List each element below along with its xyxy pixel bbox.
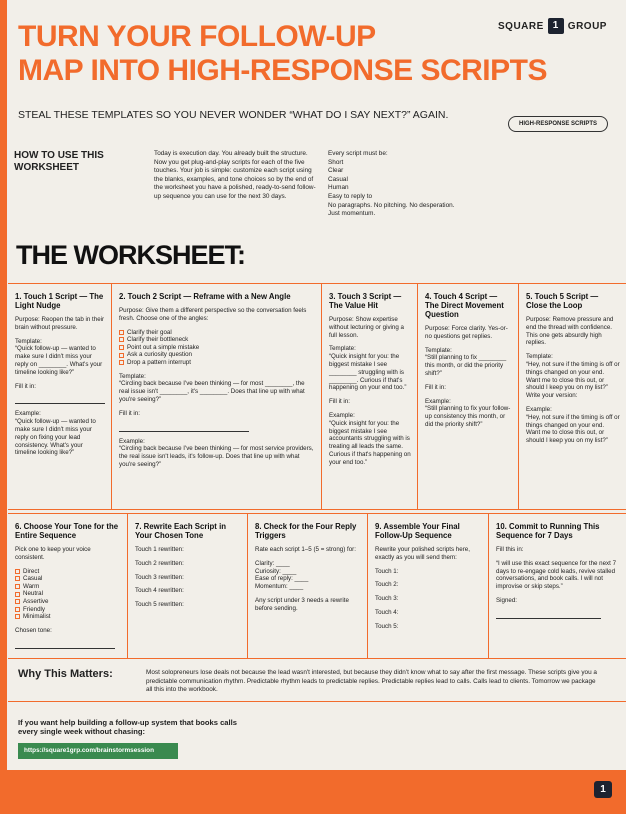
touch-1-fill-line[interactable] [15,396,105,404]
checkbox-icon [119,345,124,350]
touch-2-purpose: Purpose: Give them a different perspective so the conversation feels fresh. Choose one of the angles: [119,307,307,322]
trigger-item: Ease of reply: ____ [255,575,309,583]
touch-4-fill-label: Fill it in: [425,383,446,391]
rule-line: Short [328,158,344,166]
touch-4-title: 4. Touch 4 Script — The Direct Movement Question [425,292,504,319]
touch-3-example: Example: “Quick insight for you: the biggest mistake I see accountants struggling with is treating all leads the same. Curious if that's happening on your end too.” [329,411,411,466]
angle-option[interactable]: Clarify their goal [119,329,315,337]
how-to-title: HOW TO USE THIS WORKSHEET [14,150,104,173]
assemble-intro: Rewrite your polished scripts here, exactly as you will send them: [375,546,470,561]
touch-1-card [8,284,112,509]
tone-chosen-label: Chosen tone: [15,626,52,634]
touch-1-fill-label: Fill it in: [15,382,36,390]
commit-pledge: “I will use this exact sequence for the next 7 days to re-engage cold leads, revive stalled conversations, and book calls. I will not improvise or skip steps.” [496,559,617,591]
touch-5-example: Example: “Hey, not sure if the timing is off or things changed on your end. Want me to close this out, or should I keep you on my list?” [526,405,620,445]
accent-left-bar [0,0,7,770]
angle-option[interactable]: Ask a curiosity question [119,351,315,359]
touch-1-title: 1. Touch 1 Script — The Light Nudge [15,292,104,310]
angle-option[interactable]: Clarify their bottleneck [119,336,315,344]
tone-title: 6. Choose Your Tone for the Entire Sequence [15,522,119,540]
touch-4-purpose: Purpose: Force clarity. Yes-or-no questions get replies. [425,325,508,340]
rule-line: Every script must be: [328,150,388,157]
tone-option[interactable]: Minimalist [15,613,121,621]
checkbox-icon [119,337,124,342]
brand-box: 1 [548,18,564,34]
title-line-1: TURN YOUR FOLLOW-UP [18,20,376,53]
checkbox-icon [119,360,124,365]
worksheet-row-2 [8,513,626,659]
rule-line: Clear [328,167,344,175]
tone-fill-line[interactable] [15,641,115,649]
assemble-card [368,514,489,658]
page-subtitle: STEAL THESE TEMPLATES SO YOU NEVER WONDER “WHAT DO I SAY NEXT?” AGAIN. [18,109,449,121]
assemble-title: 9. Assemble Your Final Follow-Up Sequence [375,522,460,540]
touch-5-template: Template: “Hey, not sure if the timing is off or things changed on your end. Want me to close this out, or should I keep you on my list?” Write your version: [526,353,620,400]
touch-1-example: Example: “Quick follow-up — wanted to make sure I didn't miss your reply on fixing your lead consistency. What's your timeline looking like?” [15,410,96,457]
touch-2-card [112,284,322,509]
brand-name-part1: SQUARE [498,20,544,32]
touch-2-angles [119,329,315,367]
rewrite-item: Touch 1 rewritten: [135,546,184,553]
footer-brand-badge: 1 [594,781,612,798]
tone-option[interactable]: Neutral [15,590,121,598]
rule-line: Casual [328,175,348,183]
touch-5-card [519,284,626,509]
commit-title: 10. Commit to Running This Sequence for 7 Days [496,522,600,540]
commit-signed-label: Signed: [496,596,517,604]
script-rules [328,150,498,219]
tone-option[interactable]: Friendly [15,606,121,614]
touch-3-template: Template: “Quick insight for you: the biggest mistake I see ________ struggling with is ________. Curious if that's happening on your end too.” [329,345,407,392]
tone-intro: Pick one to keep your voice consistent. [15,546,91,561]
tone-card [8,514,128,658]
trigger-item: Curiosity: ____ [255,567,297,575]
checkbox-icon [15,569,20,574]
trigger-item: Clarity: ____ [255,559,290,567]
angle-option[interactable]: Point out a simple mistake [119,344,315,352]
checkbox-icon [15,592,20,597]
triggers-card [248,514,368,658]
touch-4-template: Template: “Still planning to fix ________ this month, or did the priority shift?” [425,346,507,377]
rule-line: Just momentum. [328,210,376,218]
triggers-title: 8. Check for the Four Reply Triggers [255,522,357,540]
assemble-item: Touch 5: [375,622,399,630]
tone-option[interactable]: Casual [15,575,121,583]
angle-option[interactable]: Drop a pattern interrupt [119,359,315,367]
tone-option[interactable]: Assertive [15,598,121,606]
signature-line[interactable] [496,611,601,619]
touch-3-purpose: Purpose: Show expertise without lecturing or giving a full lesson. [329,316,404,339]
footer-bar [0,770,626,814]
touch-5-title: 5. Touch 5 Script — Close the Loop [526,292,599,310]
touch-5-purpose: Purpose: Remove pressure and end the thread with confidence. This one gets absurdly high replies. [526,316,614,347]
commit-card [489,514,626,658]
checkbox-icon [119,330,124,335]
touch-4-card [418,284,519,509]
touch-2-title: 2. Touch 2 Script — Reframe with a New Angle [119,292,291,301]
assemble-item: Touch 4: [375,608,399,616]
rewrite-item: Touch 5 rewritten: [135,601,184,609]
why-body: Most solopreneurs lose deals not because the lead wasn't interested, but because they didn't know what to say after the first message. These scripts give you a predictable communication rhythm. Predictable rhythm leads to predictable replies. Predictable replies lead to calls. Calls lead to clients. Tomorrow we package all this into the workbook. [146,669,597,694]
how-to-body: Today is execution day. You already built the structure. Now you get plug-and-play scripts for each of the five touches. Your job is simple: customize each script using the blanks, examples, and tone choices so by the end of the worksheet you have a polished, ready-to-send follow-up sequence you can use for the next 30 days. [154,150,316,200]
touch-2-example: Example: “Circling back because I've been thinking — for most service providers, the real issue isn't leads, it's follow-up. Does that line up with what you're seeing?” [119,437,314,468]
touch-1-template: Template: “Quick follow-up — wanted to make sure I didn't miss your reply on ________. What's your timeline looking like?” [15,337,103,376]
checkbox-icon [15,599,20,604]
tone-option[interactable]: Warm [15,583,121,591]
touch-2-fill-label: Fill it in: [119,409,140,417]
worksheet-title: THE WORKSHEET: [16,240,245,270]
assemble-item: Touch 2: [375,581,399,589]
rewrite-card [128,514,248,658]
worksheet-row-1 [8,283,626,510]
title-line-2: MAP INTO HIGH-RESPONSE SCRIPTS [18,54,547,87]
checkbox-icon [15,607,20,612]
rewrite-item: Touch 4 rewritten: [135,587,184,595]
rewrite-title: 7. Rewrite Each Script in Your Chosen Tone [135,522,226,540]
trigger-item: Momentum: ____ [255,583,304,591]
rule-line: Human [328,184,349,192]
touch-3-card [322,284,418,509]
checkbox-icon [119,353,124,358]
touch-4-example: Example: “Still planning to fix your follow-up consistency this month, or did the priority shift?” [425,397,511,428]
rule-line: Easy to reply to [328,192,373,200]
touch-1-purpose: Purpose: Reopen the tab in their brain without pressure. [15,316,105,331]
cta-text: If you want help building a follow-up system that books calls every single week without chasing: [18,718,237,737]
checkbox-icon [15,576,20,581]
rewrite-item: Touch 3 rewritten: [135,573,184,581]
page-title [18,20,598,88]
checkbox-icon [15,614,20,619]
rule-line: No paragraphs. No pitching. No desperation. [328,201,455,209]
assemble-item: Touch 3: [375,595,399,603]
rewrite-item: Touch 2 rewritten: [135,559,184,567]
touch-2-fill-line[interactable] [119,424,249,432]
touch-3-title: 3. Touch 3 Script — The Value Hit [329,292,402,310]
cta-link-button[interactable]: https://square1grp.com/brainstormsession [18,743,178,759]
commit-fill-label: Fill this in: [496,546,524,553]
why-title: Why This Matters: [18,668,113,680]
checkbox-icon [15,584,20,589]
why-section [8,660,626,702]
brand-name-part2: GROUP [567,20,607,32]
touch-3-fill-label: Fill it in: [329,398,350,406]
triggers-intro: Rate each script 1–5 (5 = strong) for: [255,546,356,553]
assemble-item: Touch 1: [375,567,399,575]
triggers-note: Any script under 3 needs a rewrite before sending. [255,596,349,612]
section-pill: HIGH-RESPONSE SCRIPTS [508,116,608,132]
touch-2-template: Template: “Circling back because I've been thinking — for most ________, the real issue isn't ________, it's ________. Does that line up with what you're seeing?” [119,372,305,403]
tone-options [15,568,121,621]
tone-option[interactable]: Direct [15,568,121,576]
